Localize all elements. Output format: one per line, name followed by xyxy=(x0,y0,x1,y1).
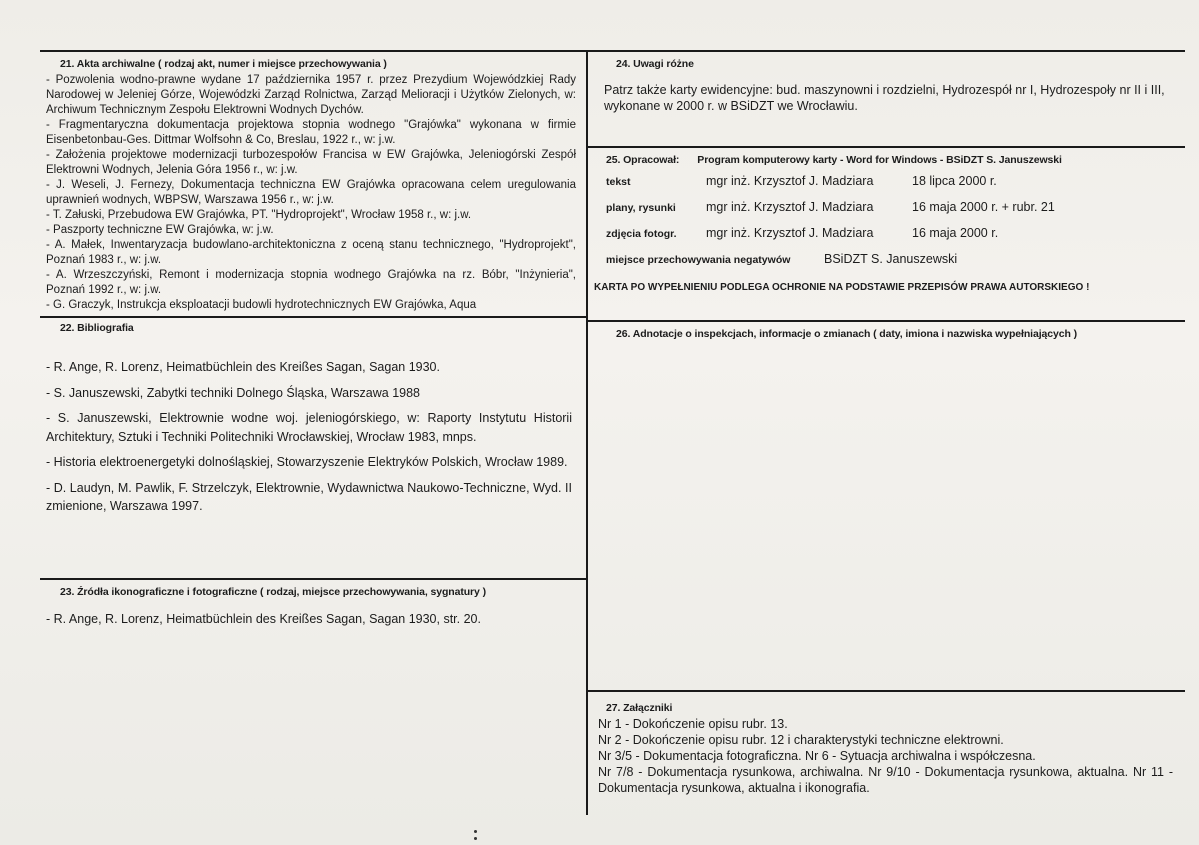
list-item: - S. Januszewski, Elektrownie wodne woj. jeleniogórskiego, w: Raporty Instytutu Historii Architektury, Sztuki i Techniki Politechniki Wrocławskiej, Wrocław 1983, mnps. xyxy=(46,411,572,444)
list-item: - S. Januszewski, Zabytki techniki Dolnego Śląska, Warszawa 1988 xyxy=(46,385,421,400)
list-item: - A. Wrzeszczyński, Remont i modernizacja stopnia wodnego Grajówka na rz. Bóbr, "Inżynieria", Poznań 1992 r., w: j.w. xyxy=(46,269,576,296)
list-item: - R. Ange, R. Lorenz, Heimatbüchlein des Kreißes Sagan, Sagan 1930. xyxy=(46,360,440,374)
author-row-date: 16 maja 2000 r. xyxy=(912,226,999,240)
section-22-bibliography xyxy=(40,316,586,578)
section-21-title: 21. Akta archiwalne ( rodzaj akt, numer i miejsce przechowywania ) xyxy=(60,58,387,70)
author-row-photos xyxy=(606,226,1173,252)
list-item: - G. Graczyk, Instrukcja eksploatacji budowli hydrotechnicznych EW Grajówka, Aqua xyxy=(46,299,477,311)
section-21-archival-records xyxy=(40,50,586,316)
section-26-title: 26. Adnotacje o inspekcjach, informacje o zmianach ( daty, imiona i nazwiska wypełniających ) xyxy=(616,328,1078,340)
author-row-drawings xyxy=(606,200,1173,226)
section-25-title-row xyxy=(606,154,1173,166)
list-item: Nr 1 - Dokończenie opisu rubr. 13. xyxy=(598,717,788,731)
negatives-row xyxy=(606,252,1173,278)
scan-speck xyxy=(474,837,477,840)
bibliography-list xyxy=(46,358,572,516)
archival-records-list xyxy=(46,73,576,313)
list-item: - Paszporty techniczne EW Grajówka, w: j.w. xyxy=(46,224,274,236)
list-item: - T. Załuski, Przebudowa EW Grajówka, PT. "Hydroprojekt", Wrocław 1958 r., w: j.w. xyxy=(46,209,472,221)
section-24-remarks xyxy=(586,50,1185,146)
section-25-prepared-by xyxy=(586,146,1185,320)
section-27-attachments xyxy=(586,690,1185,815)
list-item: - Fragmentaryczna dokumentacja projektowa stopnia wodnego "Grajówka" wykonana w firmie Eisenbetonbau-Ges. Dittmar Wolfsohn & Co, Breslau, 1922 r., w: j.w. xyxy=(46,119,576,146)
list-item: - Założenia projektowe modernizacji turbozespołów Francisa w EW Grajówka, Jeleniogórski Zespół Elektrowni Wodnych, Jelenia Góra 1956 r., w: j.w. xyxy=(46,149,576,176)
section-24-title: 24. Uwagi różne xyxy=(616,58,694,70)
list-item: - J. Weseli, J. Fernezy, Dokumentacja techniczna EW Grajówka opracowana celem uregulowania uprawnień wodnych, WBPSW, Warszawa 1956 r., w: j.w. xyxy=(46,179,576,206)
author-row-name: mgr inż. Krzysztof J. Madziara xyxy=(706,226,874,240)
section-26-inspection-notes xyxy=(586,320,1185,690)
attachments-list xyxy=(598,716,1173,796)
list-item: - D. Laudyn, M. Pawlik, F. Strzelczyk, Elektrownie, Wydawnictwa Naukowo-Techniczne, Wyd. II zmienione, Warszawa 1997. xyxy=(46,480,572,513)
author-row-label: tekst xyxy=(606,176,631,188)
list-item: Nr 2 - Dokończenie opisu rubr. 12 i charakterystyki techniczne elektrowni. xyxy=(598,733,1004,747)
iconographic-sources-list xyxy=(46,610,572,628)
negatives-value: BSiDZT S. Januszewski xyxy=(824,252,958,266)
section-22-title: 22. Bibliografia xyxy=(60,322,134,334)
author-row-name: mgr inż. Krzysztof J. Madziara xyxy=(706,174,874,188)
list-item: - A. Małek, Inwentaryzacja budowlano-architektoniczna z oceną stanu technicznego, "Hydroprojekt", Poznań 1983 r., w: j.w. xyxy=(46,239,576,266)
author-row-text xyxy=(606,174,1173,200)
list-item: - Historia elektroenergetyki dolnośląskiej, Stowarzyszenie Elektryków Polskich, Wrocław 1989. xyxy=(46,455,568,469)
section-27-title: 27. Załączniki xyxy=(606,702,673,714)
author-row-name: mgr inż. Krzysztof J. Madziara xyxy=(706,200,874,214)
remarks-text: Patrz także karty ewidencyjne: bud. maszynowni i rozdzielni, Hydrozespół nr I, Hydrozespoły nr II i III, wykonane w 2000 r. w BSiDZT we Wrocławiu. xyxy=(604,83,1165,113)
negatives-label: miejsce przechowywania negatywów xyxy=(606,254,791,266)
scan-speck xyxy=(474,830,477,833)
list-item: Nr 7/8 - Dokumentacja rysunkowa, archiwalna. Nr 9/10 - Dokumentacja rysunkowa, aktualna. Nr 11 - Dokumentacja rysunkowa, aktualna i ikonografia. xyxy=(598,765,1173,795)
author-row-label: plany, rysunki xyxy=(606,202,676,214)
record-card-form xyxy=(40,50,1185,815)
section-23-title: 23. Źródła ikonograficzne i fotograficzne ( rodzaj, miejsce przechowywania, sygnatury ) xyxy=(60,586,486,598)
list-item: - Pozwolenia wodno-prawne wydane 17 października 1957 r. przez Prezydium Wojewódzkiej Rady Narodowej w Jeleniej Górze, Wojewódzki Zarząd Rolnictwa, Zarząd Melioracji i Użytków Zielonych, w: Archiwum Technicznym Zespołu Elektrowni Wodnych Dychów. xyxy=(46,74,576,116)
list-item: - R. Ange, R. Lorenz, Heimatbüchlein des Kreißes Sagan, Sagan 1930, str. 20. xyxy=(46,612,481,626)
list-item: Nr 3/5 - Dokumentacja fotograficzna. Nr 6 - Sytuacja archiwalna i współczesna. xyxy=(598,749,1036,763)
copyright-notice: KARTA PO WYPEŁNIENIU PODLEGA OCHRONIE NA PODSTAWIE PRZEPISÓW PRAWA AUTORSKIEGO ! xyxy=(594,282,1090,293)
author-row-date: 16 maja 2000 r. + rubr. 21 xyxy=(912,200,1055,214)
author-row-date: 18 lipca 2000 r. xyxy=(912,174,997,188)
section-23-iconographic-sources xyxy=(40,578,586,815)
program-info: Program komputerowy karty - Word for Windows - BSiDZT S. Januszewski xyxy=(697,154,1062,166)
section-25-title: 25. Opracował: xyxy=(606,154,680,166)
author-row-label: zdjęcia fotogr. xyxy=(606,228,677,240)
